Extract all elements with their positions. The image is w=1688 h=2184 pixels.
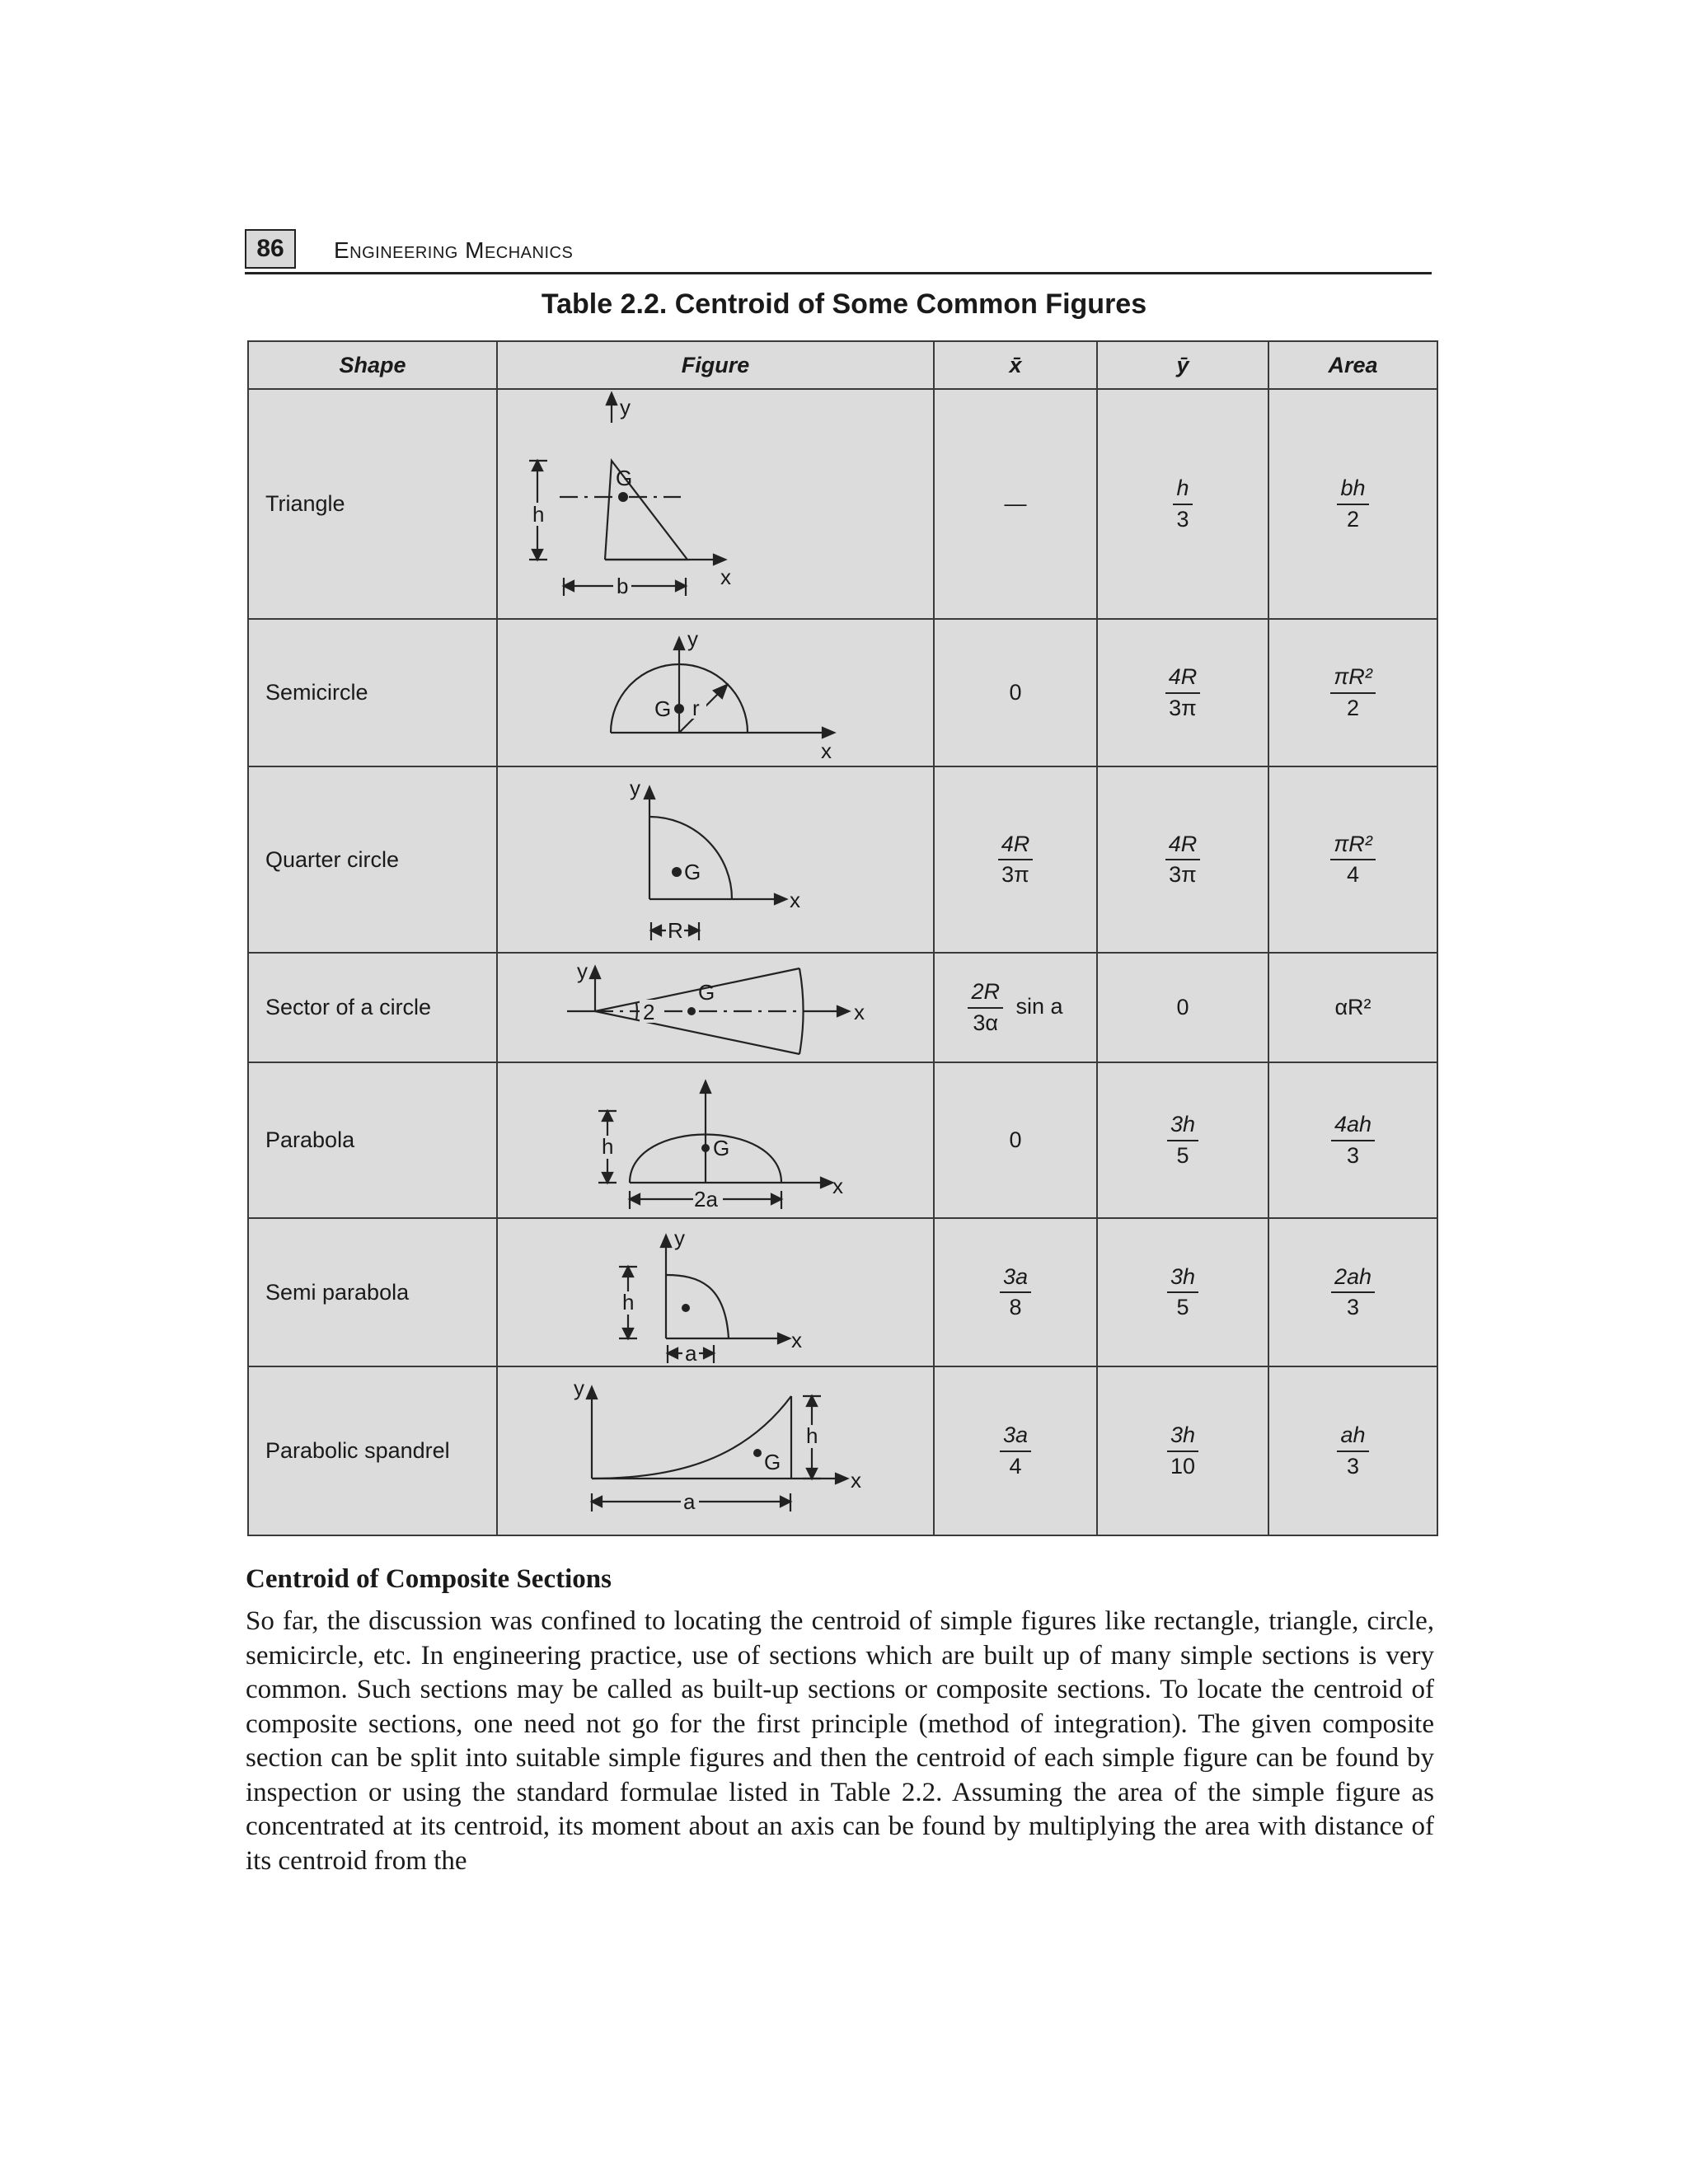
parabola-figure (497, 1062, 934, 1218)
base-label: b (617, 574, 629, 598)
parabolic-spandrel-diagram (498, 1367, 933, 1535)
fraction-denominator: 3 (1346, 1142, 1360, 1168)
axis-label-y: y (577, 958, 588, 983)
fraction-denominator: 8 (1009, 1295, 1022, 1319)
shape-name: Triangle (248, 389, 497, 619)
ybar-cell (1097, 953, 1268, 1062)
xbar-fraction (998, 832, 1034, 888)
centroid-label: G (713, 1136, 730, 1160)
ybar-fraction (1167, 1264, 1198, 1320)
axis-label-y: y (574, 1376, 584, 1400)
fraction-denominator: 3 (1346, 1453, 1359, 1479)
height-label: h (622, 1290, 635, 1315)
axis-label-x: x (791, 1328, 802, 1352)
table-row (248, 1218, 1437, 1366)
parabola-diagram (498, 1063, 933, 1217)
ybar-cell (1097, 1366, 1268, 1535)
fraction-numerator: 3a (1000, 1264, 1031, 1293)
table-caption: Table 2.2. Centroid of Some Common Figures (541, 288, 1147, 320)
radius-label: r (692, 696, 700, 720)
area-fraction (1337, 476, 1368, 532)
sector-diagram (498, 954, 933, 1062)
fraction-numerator: h (1173, 476, 1192, 504)
fraction-denominator: 5 (1176, 1142, 1189, 1168)
shape-name: Parabola (248, 1062, 497, 1218)
fraction-numerator: 3a (1000, 1422, 1031, 1451)
ybar-cell (1097, 389, 1268, 619)
fraction-numerator: 3h (1167, 1264, 1198, 1293)
xbar-value: 0 (1009, 680, 1022, 705)
area-fraction (1330, 664, 1376, 720)
axis-label-y: y (687, 626, 698, 651)
ybar-value: 0 (1176, 995, 1189, 1019)
shape-name: Sector of a circle (248, 953, 497, 1062)
xbar-cell (934, 619, 1097, 766)
header-xbar: x̄ (934, 341, 1097, 389)
xbar-cell (934, 389, 1097, 619)
axis-label-x: x (720, 565, 731, 589)
area-cell (1268, 953, 1437, 1062)
semi-parabola-diagram (498, 1219, 933, 1366)
page-number: 86 (245, 229, 296, 269)
axis-label-x: x (832, 1174, 843, 1198)
table-row (248, 1062, 1437, 1218)
area-cell (1268, 389, 1437, 619)
shape-name: Parabolic spandrel (248, 1366, 497, 1535)
semi-parabola-figure (497, 1218, 934, 1366)
axis-label-x: x (790, 888, 800, 912)
xbar-cell (934, 1366, 1097, 1535)
fraction-numerator: 2ah (1331, 1264, 1375, 1293)
radius-label: R (668, 918, 683, 943)
running-header (245, 229, 1432, 274)
axis-label-x: x (851, 1468, 861, 1493)
table-header-row (248, 341, 1437, 389)
fraction-numerator: 4R (1165, 832, 1201, 860)
height-label: h (532, 502, 545, 527)
header-area: Area (1268, 341, 1437, 389)
angle-label: 2 (643, 1000, 655, 1024)
xbar-cell (934, 953, 1097, 1062)
running-title: Engineering Mechanics (334, 237, 574, 263)
axis-label-y: y (620, 395, 631, 419)
area-cell (1268, 1366, 1437, 1535)
fraction-numerator: 3h (1167, 1422, 1198, 1451)
sector-figure (497, 953, 934, 1062)
xbar-fraction (1000, 1422, 1031, 1479)
quarter-circle-diagram (498, 767, 933, 952)
table-row (248, 766, 1437, 953)
header-ybar: ȳ (1097, 341, 1268, 389)
fraction-numerator: 4ah (1331, 1112, 1375, 1141)
ybar-cell (1097, 1062, 1268, 1218)
fraction-denominator: 3π (1001, 862, 1029, 887)
xbar-cell (934, 1218, 1097, 1366)
table-row (248, 953, 1437, 1062)
centroid-label: G (698, 980, 715, 1005)
ybar-fraction (1167, 1112, 1198, 1168)
fraction-numerator: 4R (1165, 664, 1201, 693)
fraction-denominator: 3π (1169, 695, 1197, 720)
fraction-denominator: 2 (1346, 506, 1359, 532)
area-cell (1268, 619, 1437, 766)
centroid-label: G (654, 696, 672, 721)
fraction-denominator: 4 (1346, 862, 1359, 887)
area-cell (1268, 1218, 1437, 1366)
axis-label-x: x (821, 738, 832, 763)
width-label: a (685, 1341, 697, 1366)
xbar-suffix: sin a (1015, 993, 1063, 1019)
header-figure: Figure (497, 341, 934, 389)
table-row (248, 389, 1437, 619)
ybar-fraction (1165, 832, 1201, 888)
axis-label-y: y (630, 776, 640, 800)
centroid-label: G (764, 1450, 781, 1474)
fraction-numerator: ah (1337, 1422, 1368, 1451)
fraction-denominator: 3π (1169, 862, 1197, 887)
fraction-numerator: 4R (998, 832, 1034, 860)
area-fraction (1331, 1264, 1375, 1320)
header-shape: Shape (248, 341, 497, 389)
xbar-cell (934, 1062, 1097, 1218)
fraction-denominator: 5 (1176, 1295, 1189, 1319)
height-label: h (806, 1423, 818, 1448)
area-cell (1268, 1062, 1437, 1218)
semicircle-diagram (498, 620, 933, 766)
shape-name: Semicircle (248, 619, 497, 766)
fraction-denominator: 4 (1009, 1453, 1022, 1479)
axis-label-y: y (674, 1226, 685, 1250)
centroid-label: G (684, 860, 701, 884)
fraction-numerator: 2R (968, 979, 1003, 1008)
xbar-fraction (1000, 1264, 1031, 1320)
fraction-denominator: 3α (973, 1010, 999, 1035)
shape-name: Semi parabola (248, 1218, 497, 1366)
ybar-fraction (1165, 664, 1201, 720)
area-value: αR² (1334, 995, 1372, 1019)
ybar-fraction (1167, 1422, 1198, 1479)
fraction-numerator: bh (1337, 476, 1368, 504)
triangle-diagram (498, 390, 933, 618)
section-heading: Centroid of Composite Sections (246, 1564, 612, 1594)
fraction-denominator: 2 (1346, 695, 1359, 720)
table-row (248, 619, 1437, 766)
triangle-figure (497, 389, 934, 619)
ybar-cell (1097, 1218, 1268, 1366)
semicircle-figure (497, 619, 934, 766)
centroid-table (247, 340, 1438, 1536)
height-label: h (602, 1134, 614, 1159)
fraction-denominator: 3 (1346, 1295, 1360, 1319)
quarter-circle-figure (497, 766, 934, 953)
width-label: 2a (694, 1187, 718, 1212)
xbar-value: 0 (1009, 1127, 1022, 1152)
area-fraction (1337, 1422, 1368, 1479)
width-label: a (683, 1489, 696, 1514)
fraction-numerator: πR² (1330, 664, 1376, 693)
area-cell (1268, 766, 1437, 953)
fraction-denominator: 10 (1170, 1453, 1196, 1479)
fraction-numerator: 3h (1167, 1112, 1198, 1141)
shape-name: Quarter circle (248, 766, 497, 953)
axis-label-x: x (854, 1000, 865, 1024)
area-fraction (1330, 832, 1376, 888)
xbar-cell (934, 766, 1097, 953)
fraction-numerator: πR² (1330, 832, 1376, 860)
ybar-cell (1097, 619, 1268, 766)
ybar-cell (1097, 766, 1268, 953)
parabolic-spandrel-figure (497, 1366, 934, 1535)
xbar-value: — (1004, 491, 1027, 516)
centroid-label: G (616, 466, 633, 490)
xbar-fraction (968, 979, 1003, 1035)
ybar-fraction (1173, 476, 1192, 532)
fraction-denominator: 3 (1176, 506, 1189, 532)
table-row (248, 1366, 1437, 1535)
area-fraction (1331, 1112, 1375, 1168)
section-paragraph: So far, the discussion was confined to locating the centroid of simple figures like rectangle, triangle, circle, semicircle, etc. In engineering practice, use of sections which are built up of many simple sections is very common. Such sections may be called as built-up sections or composite sections. To locate the centroid of composite sections, one need not go for the first principle (method of integration). The given composite section can be split into suitable simple figures and then the centroid of each simple figure can be found by inspection or using the standard formulae listed in Table 2.2. Assuming the area of the simple figure as concentrated at its centroid, its moment about an axis can be found by multiplying the area with distance of its centroid from the (246, 1606, 1434, 1876)
